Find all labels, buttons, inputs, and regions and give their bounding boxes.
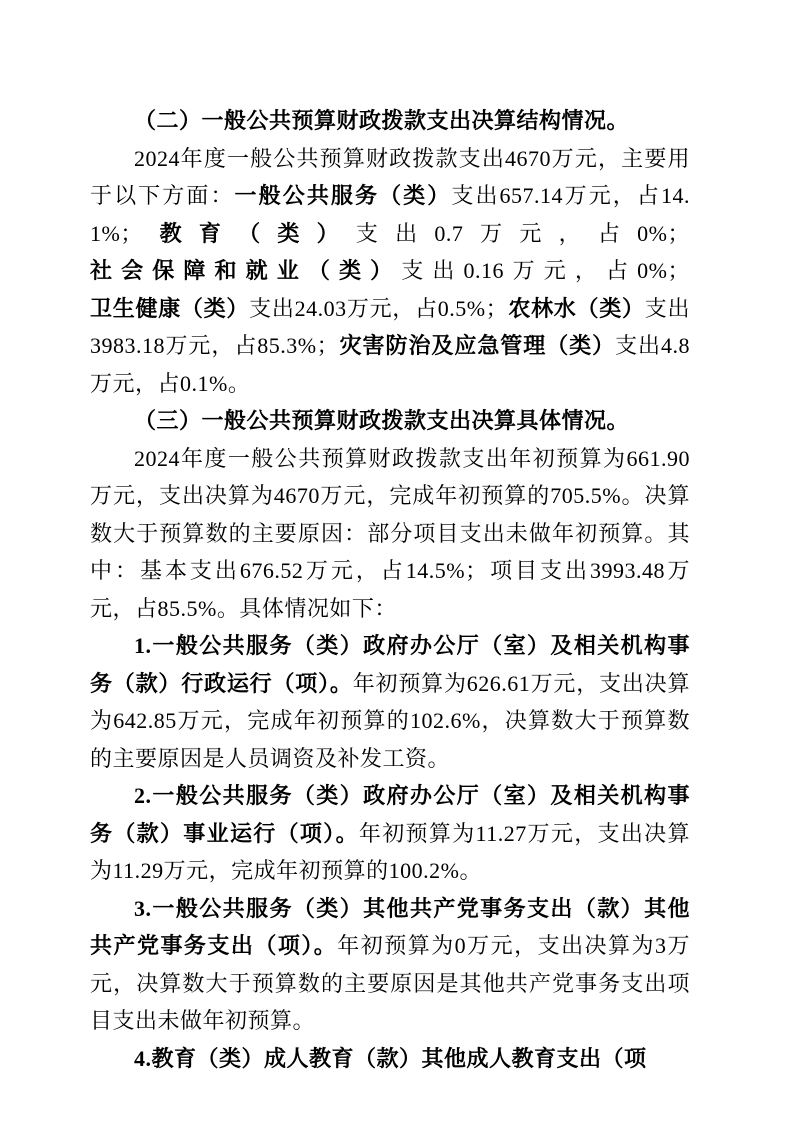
document-body (90, 102, 690, 1077)
paragraph (90, 627, 690, 777)
paragraph (90, 1040, 690, 1078)
text-run: 年初预算为0万元，支出决算为3万元，决算数大于预算数的主要原因是其他共产党事务支出项目支出未做年初预算。 (90, 933, 690, 1033)
bold-text-run: 2.一般公共服务（类）政府办公厅（室）及相关机构事务（款）事业运行（项）。 (90, 783, 690, 846)
text-run: 支出24.03万元，占0.5%； (249, 295, 509, 321)
bold-text-run: （二）一般公共预算财政拨款支出决算结构情况。 (134, 108, 630, 133)
bold-text-run: 一般公共服务（类） (234, 183, 452, 208)
text-run: 支出0.16万元，占0%； (401, 258, 690, 283)
paragraph (90, 890, 690, 1040)
bold-text-run: 1.一般公共服务（类）政府办公厅（室）及相关机构事务（款）行政运行（项）。 (90, 633, 690, 696)
bold-text-run: 4.教育（类）成人教育（款）其他成人教育支出（项 (134, 1045, 647, 1071)
bold-text-run: 教育（类） (142, 220, 356, 246)
paragraph (90, 777, 690, 890)
text-run: 年初预算为11.27万元，支出决算为11.29万元，完成年初预算的100.2%。 (90, 820, 690, 883)
text-run: 支出0.7万元，占0%； (355, 220, 690, 246)
paragraph (90, 440, 690, 628)
section-heading (90, 102, 690, 140)
bold-text-run: 灾害防治及应急管理（类） (339, 333, 616, 358)
bold-text-run: （三）一般公共预算财政拨款支出决算具体情况。 (134, 408, 630, 433)
text-run: 支出4.8万元，占0.1%。 (90, 333, 690, 396)
bold-text-run: 卫生健康（类） (90, 295, 250, 321)
text-run: 2024年度一般公共预算财政拨款支出4670万元，主要用于以下方面： (90, 145, 690, 208)
text-run: 支出657.14万元，占14.1%； (90, 183, 690, 246)
text-run: 2024年度一般公共预算财政拨款支出年初预算为661.90万元，支出决算为4670万元，完成年初预算的705.5%。决算数大于预算数的主要原因：部分项目支出未做年初预算。其中：基本支出676.52万元，占14.5%；项目支出3993.48万元，占85.5%。具体情况如下： (90, 445, 690, 621)
text-run: 支出3983.18万元，占85.3%； (90, 295, 690, 358)
bold-text-run: 3.一般公共服务（类）其他共产党事务支出（款）其他共产党事务支出（项）。 (90, 895, 690, 958)
bold-text-run: 社会保障和就业（类） (90, 258, 402, 283)
text-run: 年初预算为626.61万元，支出决算为642.85万元，完成年初预算的102.6%，决算数大于预算数的主要原因是人员调资及补发工资。 (90, 670, 690, 771)
paragraph (90, 140, 690, 403)
bold-text-run: 农林水（类） (508, 295, 645, 321)
section-heading (90, 402, 690, 440)
